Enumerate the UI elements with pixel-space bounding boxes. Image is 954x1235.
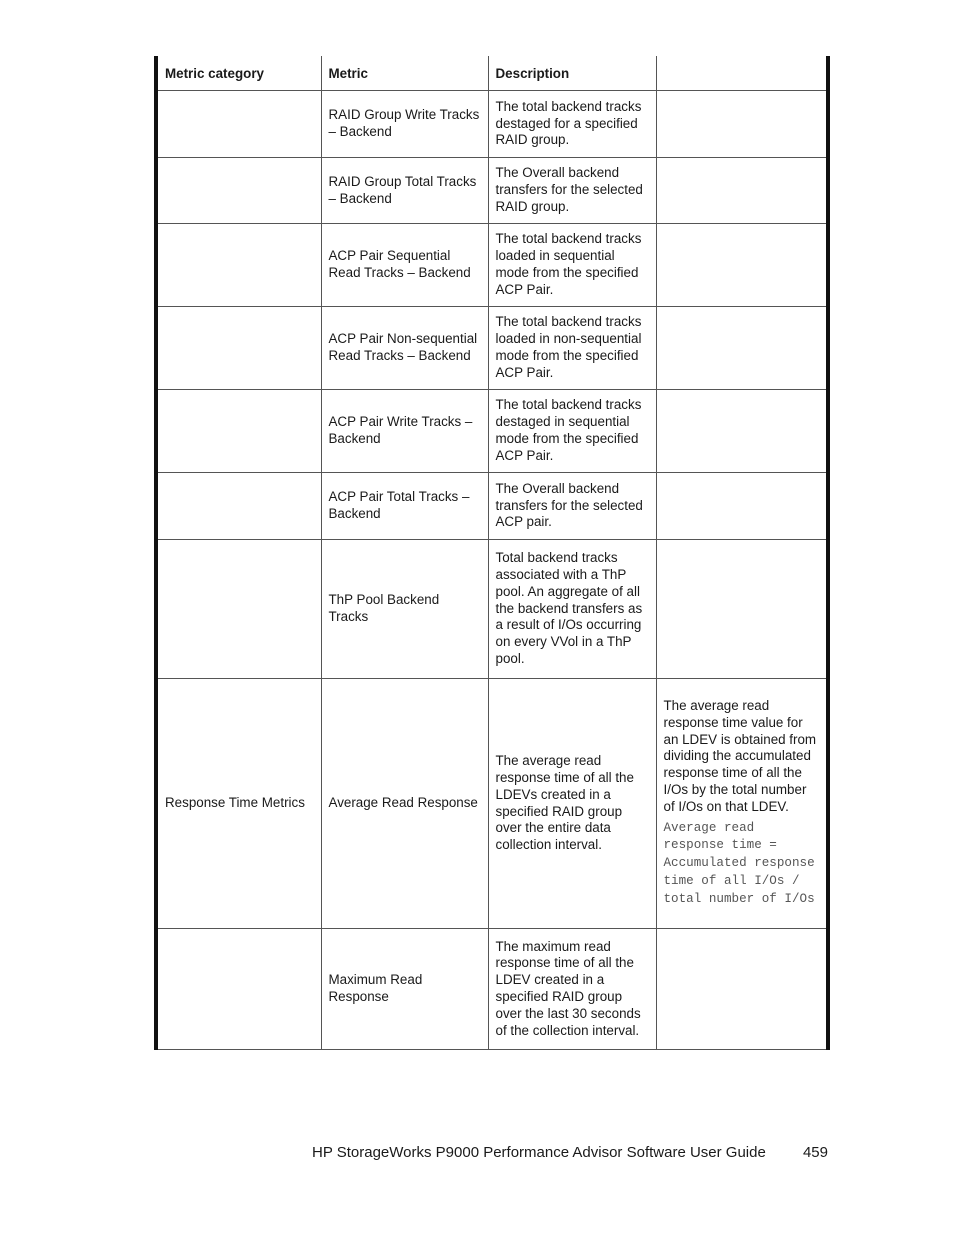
cell-category [156, 224, 321, 307]
table-row [156, 307, 828, 390]
cell-note [656, 473, 828, 540]
table-row [156, 679, 828, 929]
table-row [156, 390, 828, 473]
cell-metric: ACP Pair Non-sequential Read Tracks – Backend [321, 307, 488, 390]
cell-description: The maximum read response time of all the LDEV created in a specified RAID group over the last 30 seconds of the collection interval. [488, 929, 656, 1050]
header-metric: Metric [321, 56, 488, 91]
page-number: 459 [802, 1144, 828, 1161]
table-row [156, 158, 828, 224]
cell-note [656, 390, 828, 473]
cell-description: The total backend tracks destaged for a specified RAID group. [488, 91, 656, 158]
cell-description: The Overall backend transfers for the selected RAID group. [488, 158, 656, 224]
header-metric-category: Metric category [156, 56, 321, 91]
table-header-row [156, 56, 828, 91]
table-row [156, 540, 828, 679]
cell-note [656, 224, 828, 307]
cell-description: The total backend tracks destaged in sequential mode from the specified ACP Pair. [488, 390, 656, 473]
cell-metric: ThP Pool Backend Tracks [321, 540, 488, 679]
cell-note [656, 91, 828, 158]
cell-note [656, 679, 828, 929]
cell-note [656, 307, 828, 390]
cell-category [156, 929, 321, 1050]
cell-category [156, 390, 321, 473]
cell-description: The Overall backend transfers for the selected ACP pair. [488, 473, 656, 540]
cell-note [656, 540, 828, 679]
cell-category [156, 540, 321, 679]
header-notes [656, 56, 828, 91]
cell-metric: Average Read Response [321, 679, 488, 929]
table-row [156, 929, 828, 1050]
table-row [156, 91, 828, 158]
cell-metric: ACP Pair Total Tracks – Backend [321, 473, 488, 540]
cell-note [656, 158, 828, 224]
note-text: The average read response time value for an LDEV is obtained from dividing the accumulated response time of all the I/Os by the total number of I/Os on that LDEV. [663, 697, 817, 814]
cell-description: The average read response time of all the LDEVs created in a specified RAID group over the entire data collection interval. [488, 679, 656, 929]
cell-metric: RAID Group Total Tracks – Backend [321, 158, 488, 224]
formula-code: Average read response time = Accumulated response time of all I/Os / total number of I/Os [663, 820, 815, 907]
cell-metric: ACP Pair Write Tracks – Backend [321, 390, 488, 473]
cell-description: The total backend tracks loaded in non-sequential mode from the specified ACP Pair. [488, 307, 656, 390]
cell-metric: RAID Group Write Tracks – Backend [321, 91, 488, 158]
table-row [156, 473, 828, 540]
cell-category [156, 473, 321, 540]
cell-category: Response Time Metrics [156, 679, 321, 929]
metrics-table [154, 56, 830, 1050]
header-description: Description [488, 56, 656, 91]
cell-category [156, 307, 321, 390]
cell-description: The total backend tracks loaded in sequential mode from the specified ACP Pair. [488, 224, 656, 307]
cell-category [156, 91, 321, 158]
footer-title: HP StorageWorks P9000 Performance Advisor Software User Guide [312, 1144, 766, 1161]
cell-description: Total backend tracks associated with a ThP pool. An aggregate of all the backend transfers as a result of I/Os occurring on every VVol in a ThP pool. [488, 540, 656, 679]
cell-metric: Maximum Read Response [321, 929, 488, 1050]
page-footer [312, 1143, 828, 1163]
cell-category [156, 158, 321, 224]
cell-note [656, 929, 828, 1050]
table-row [156, 224, 828, 307]
cell-metric: ACP Pair Sequential Read Tracks – Backend [321, 224, 488, 307]
